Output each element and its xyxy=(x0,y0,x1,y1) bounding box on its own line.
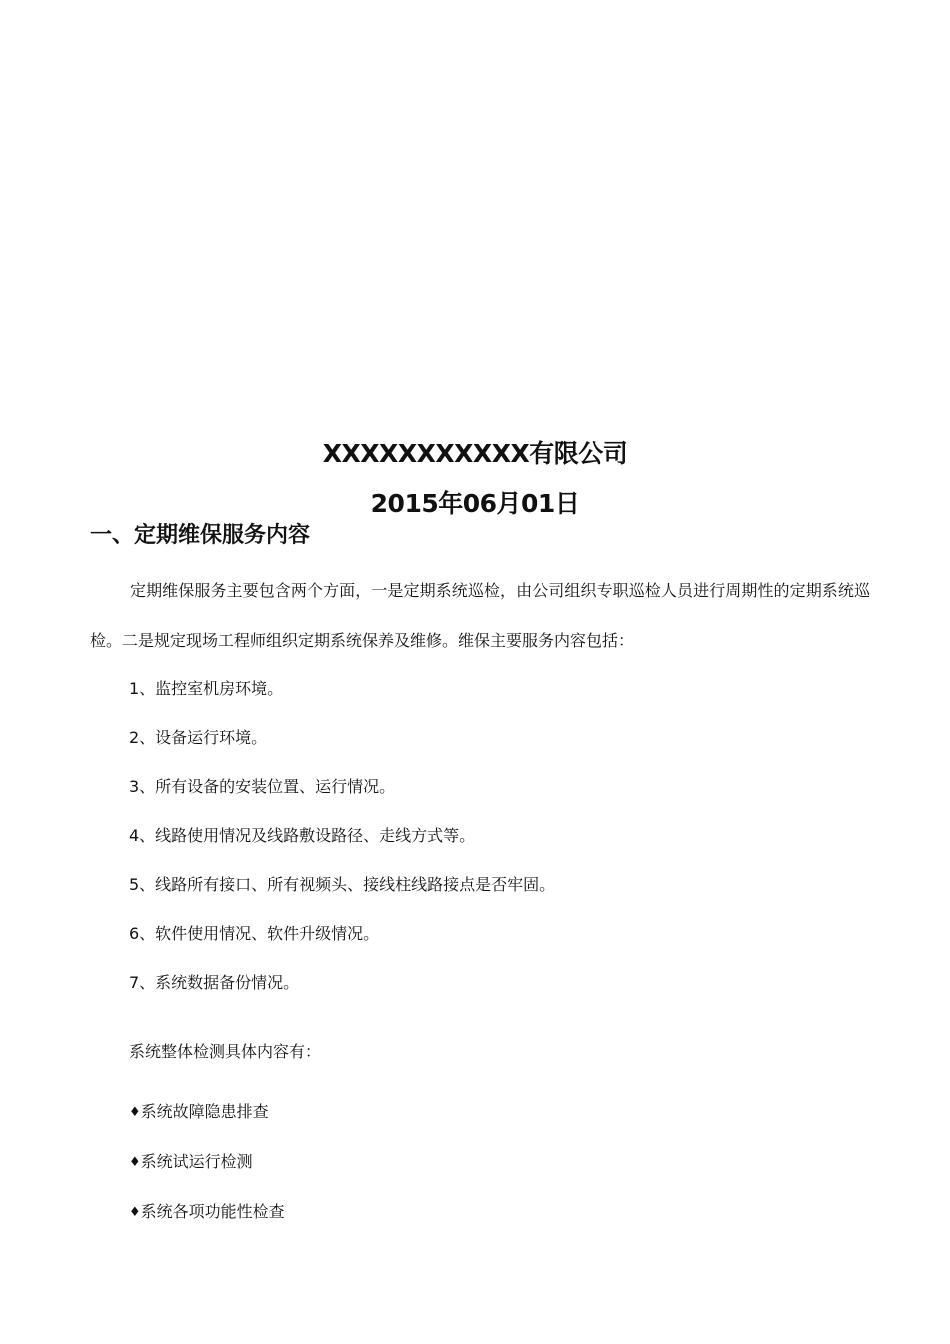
service-item: 7、系统数据备份情况。 xyxy=(129,973,300,992)
inspection-intro: 系统整体检测具体内容有： xyxy=(129,1042,322,1061)
inspection-item xyxy=(129,1199,285,1222)
inspection-item-label: 系统试运行检测 xyxy=(140,1152,253,1171)
service-item: 5、线路所有接口、所有视频头、接线柱线路接点是否牢固。 xyxy=(129,875,556,894)
service-item: 3、所有设备的安装位置、运行情况。 xyxy=(129,777,396,796)
section-heading: 一、定期维保服务内容 xyxy=(90,523,311,548)
service-item: 1、监控室机房环境。 xyxy=(129,679,284,698)
service-item: 2、设备运行环境。 xyxy=(129,728,268,747)
diamond-bullet-icon: ♦ xyxy=(129,1105,141,1120)
diamond-bullet-icon: ♦ xyxy=(129,1205,141,1220)
company-name: XXXXXXXXXXX有限公司 xyxy=(322,439,628,468)
inspection-item-label: 系统各项功能性检查 xyxy=(140,1202,285,1221)
inspection-item-label: 系统故障隐患排查 xyxy=(140,1102,269,1121)
diamond-bullet-icon: ♦ xyxy=(129,1155,141,1170)
document-date: 2015年06月01日 xyxy=(370,489,580,518)
service-item: 4、线路使用情况及线路敷设路径、走线方式等。 xyxy=(129,826,476,845)
intro-paragraph: 定期维保服务主要包含两个方面，一是定期系统巡检，由公司组织专职巡检人员进行周期性的定期系统巡检。二是规定现场工程师组织定期系统保养及维修。维保主要服务内容包括： xyxy=(90,581,870,650)
inspection-item xyxy=(129,1149,253,1172)
service-item: 6、软件使用情况、软件升级情况。 xyxy=(129,924,380,943)
inspection-item xyxy=(129,1099,269,1122)
